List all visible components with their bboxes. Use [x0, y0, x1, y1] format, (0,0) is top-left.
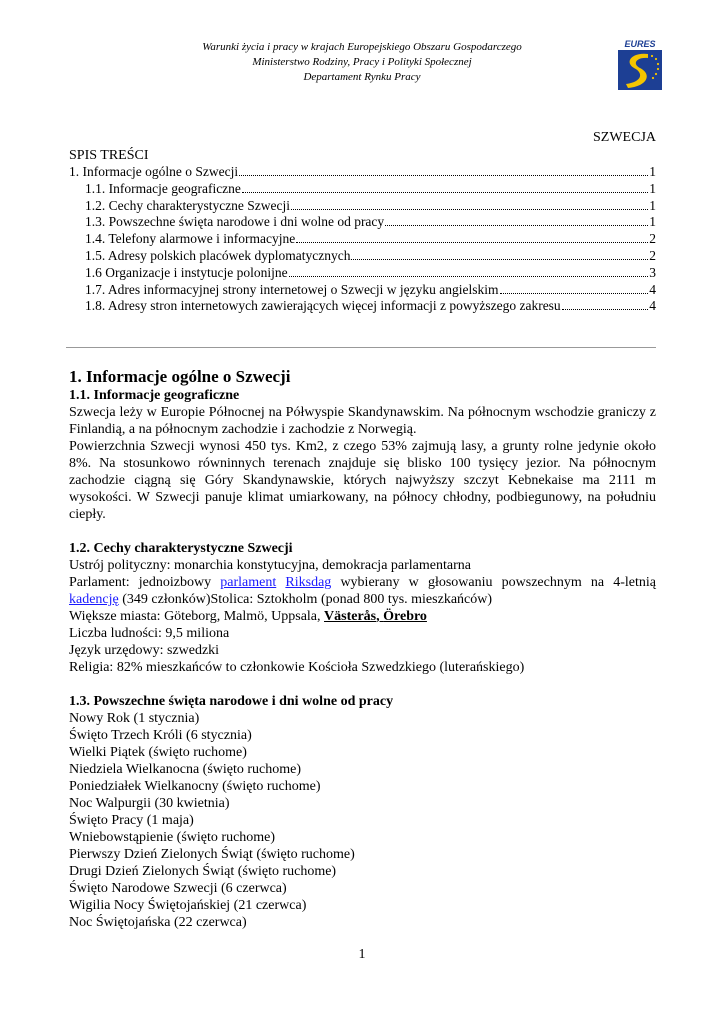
cities-text: Większe miasta: Göteborg, Malmö, Uppsala,	[69, 609, 325, 624]
toc-entry[interactable]	[69, 181, 656, 198]
section-title: 1. Informacje ogólne o Szwecji	[69, 367, 291, 386]
subsection-title-holidays: 1.3. Powszechne święta narodowe i dni wolne od pracy	[69, 694, 394, 709]
political-system: Ustrój polityczny: monarchia konstytucyjna, demokracja parlamentarna	[69, 558, 471, 573]
toc-entry-page: 1	[649, 180, 656, 196]
kadencja-link[interactable]: kadencję	[69, 592, 119, 607]
holiday-item: Wniebowstąpienie (święto ruchome)	[69, 830, 276, 845]
document-header	[160, 40, 564, 85]
toc-entry-page: 2	[649, 231, 656, 247]
toc-entry-page: 2	[649, 247, 656, 263]
main-content	[69, 367, 656, 931]
holiday-item: Poniedziałek Wielkanocny (święto ruchome)	[69, 779, 321, 794]
holiday-item: Wigilia Nocy Świętojańskiej (21 czerwca)	[69, 898, 307, 913]
parliament-text: Parlament: jednoizbowy	[69, 575, 221, 590]
official-language: Język urzędowy: szwedzki	[69, 643, 220, 658]
parliament-text: wybierany w głosowaniu powszechnym na 4-letnią	[331, 575, 656, 590]
toc-entry-label: 1.3. Powszechne święta narodowe i dni wolne od pracy	[85, 214, 385, 230]
toc-entry[interactable]	[69, 198, 656, 215]
toc-entry-label: 1.1. Informacje geograficzne	[85, 180, 241, 196]
holiday-item: Święto Narodowe Szwecji (6 czerwca)	[69, 881, 287, 896]
parliament-line	[69, 574, 656, 608]
header-line-2: Ministerstwo Rodziny, Pracy i Polityki Społecznej	[252, 56, 472, 68]
toc-entry-page: 4	[649, 281, 656, 297]
toc-entry-page: 4	[649, 298, 656, 314]
religion: Religia: 82% mieszkańców to członkowie Kościoła Szwedzkiego (luterańskiego)	[69, 660, 525, 675]
toc-entry-page: 1	[649, 197, 656, 213]
city-orebro: Örebro	[383, 609, 427, 624]
holiday-item: Niedziela Wielkanocna (święto ruchome)	[69, 762, 302, 777]
holiday-item: Wielki Piątek (święto ruchome)	[69, 745, 247, 760]
holiday-item: Nowy Rok (1 stycznia)	[69, 711, 200, 726]
city-vasteras: Västerås	[324, 609, 377, 624]
header-line-3: Departament Rynku Pracy	[303, 71, 421, 83]
page-number: 1	[358, 947, 366, 962]
section-divider	[66, 347, 656, 348]
toc-entry-label: 1.2. Cechy charakterystyczne Szwecji	[85, 197, 291, 213]
capital-text: (349 członków)Stolica: Sztokholm (ponad 800 tys. mieszkańców)	[118, 592, 493, 607]
holiday-item: Noc Walpurgii (30 kwietnia)	[69, 796, 230, 811]
holiday-item: Drugi Dzień Zielonych Świąt (święto ruchome)	[69, 864, 337, 879]
eures-logo	[614, 38, 666, 92]
toc-entry-label: 1.7. Adres informacyjnej strony internetowej o Szwecji w języku angielskim	[85, 281, 499, 297]
toc-entry-label: 1.4. Telefony alarmowe i informacyjne	[85, 231, 296, 247]
eures-logo-text: EURES	[624, 39, 656, 49]
toc-entry[interactable]	[69, 248, 656, 265]
toc-entry[interactable]	[69, 265, 656, 282]
toc-entry-label: 1.5. Adresy polskich placówek dyplomatycznych	[85, 247, 351, 263]
toc-entry-page: 3	[649, 264, 656, 280]
geography-paragraph-1: Szwecja leży w Europie Północnej na Półwyspie Skandynawskim. Na północnym wschodzie graniczy z Finlandią, a na północnym zachodzie i zachodzie z Norwegią.	[69, 405, 656, 437]
toc-entry-label: 1.6 Organizacje i instytucje polonijne	[85, 264, 288, 280]
table-of-contents	[69, 164, 656, 315]
toc-title: SPIS TREŚCI	[69, 148, 149, 163]
holiday-item: Pierwszy Dzień Zielonych Świąt (święto ruchome)	[69, 847, 355, 862]
cities-line	[69, 608, 656, 625]
country-title: SZWECJA	[593, 130, 656, 145]
toc-entry-label: 1. Informacje ogólne o Szwecji	[69, 164, 239, 179]
riksdag-link[interactable]: Riksdag	[285, 575, 332, 590]
population: Liczba ludności: 9,5 miliona	[69, 626, 230, 641]
toc-entry[interactable]	[69, 282, 656, 299]
holiday-item: Noc Świętojańska (22 czerwca)	[69, 915, 247, 930]
toc-entry-label: 1.8. Adresy stron internetowych zawierających więcej informacji z powyższego zakresu	[85, 298, 561, 314]
parlament-link[interactable]: parlament	[220, 575, 277, 590]
toc-entry[interactable]	[69, 164, 656, 181]
city-separator: ,	[376, 609, 384, 624]
holiday-item: Święto Trzech Króli (6 stycznia)	[69, 728, 252, 743]
toc-entry[interactable]	[69, 231, 656, 248]
toc-entry[interactable]	[69, 298, 656, 315]
toc-entry[interactable]	[69, 214, 656, 231]
toc-entry-page: 1	[649, 214, 656, 230]
holiday-item: Święto Pracy (1 maja)	[69, 813, 194, 828]
header-line-1: Warunki życia i pracy w krajach Europejskiego Obszaru Gospodarczego	[202, 41, 522, 53]
subsection-title-features: 1.2. Cechy charakterystyczne Szwecji	[69, 541, 293, 556]
toc-entry-page: 1	[649, 164, 656, 179]
geography-paragraph-2: Powierzchnia Szwecji wynosi 450 tys. Km2, z czego 53% zajmują lasy, a grunty rolne jedynie około 8%. Na stosunkowo równinnych terenach znajduje się blisko 100 tysięcy jezior. Na północnym zachodzie ciągną się Góry Skandynawskie, których najwyższy szczyt Kebnekaise ma 2111 m wysokości. W Szwecji panuje klimat umiarkowany, na północy chłodny, podbiegunowy, na południu ciepły.	[69, 439, 656, 522]
subsection-title-geography: 1.1. Informacje geograficzne	[69, 388, 240, 403]
